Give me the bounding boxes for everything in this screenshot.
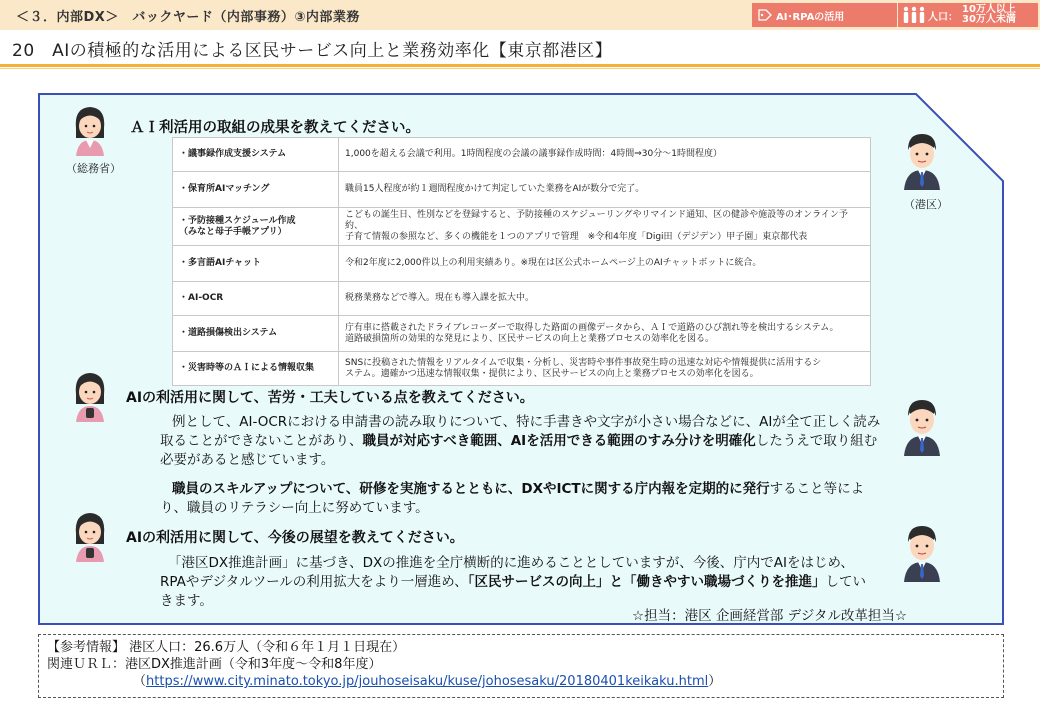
table-row — [173, 208, 871, 246]
result-name: ・議事録作成支援システム — [173, 138, 339, 172]
reference-url-link[interactable]: https://www.city.minato.tokyo.jp/jouhoseisaku/kuse/johosesaku/20180401keikaku.html — [146, 674, 709, 689]
answer-2-p2-emphasis: 職員のスキルアップについて、研修を実施するとともに、DXやICTに関する庁内報を定期的に発行 — [172, 481, 770, 497]
url-open-paren: （ — [133, 674, 147, 689]
title-underline-thin — [0, 68, 1040, 69]
header-bar — [0, 0, 1040, 30]
tag-pop-prefix: 人口： — [928, 11, 958, 23]
answer-2-paragraph-2 — [160, 480, 884, 518]
ward-staff-avatar-1 — [900, 130, 944, 190]
ai-rpa-tag — [752, 3, 897, 27]
section-label: ＜３．内部DX＞ バックヤード（内部事務）③内部業務 — [16, 10, 360, 25]
title-underline — [0, 64, 1040, 67]
tag-ai-label: AI･RPAの活用 — [776, 11, 845, 23]
result-desc: SNSに投稿された情報をリアルタイムで収集・分析し、災害時や事件事故発生時の迅速な対応や情報提供に活用するシ ステム。適確かつ迅速な情報収集・提供により、区民サービスの向上と業務プロセスの効率化を図る。 — [339, 352, 871, 386]
answer-2-p2-text: すること等により、職員のリテラシー向上に努めています。 — [160, 481, 865, 516]
reference-related-url-label: 関連ＵＲＬ：港区DX推進計画（令和3年度～令和8年度） — [47, 657, 382, 672]
result-name: ・災害時等のＡＩによる情報収集 — [173, 352, 339, 386]
answer-2-p1-emphasis: 職員が対応すべき範囲、AIを活用できる範囲のすみ分けを明確化 — [362, 433, 756, 449]
result-desc: こどもの誕生日、性別などを登録すると、予防接種のスケジューリングやリマインド通知、区の健診や施設等のオンライン予約、 子育て情報の参照など、多くの機能を１つのアプリで管理 ※令和4年度「Digi田（デジデン）甲子園」東京都代表 — [339, 208, 871, 246]
result-name: ・保育所AIマッチング — [173, 172, 339, 208]
question-2: AIの利活用に関して、苦労・工夫している点を教えてください。 — [126, 390, 534, 406]
result-name: ・道路損傷検出システム — [173, 316, 339, 352]
answer-2-paragraph-1 — [160, 413, 884, 470]
result-name: ・AI-OCR — [173, 282, 339, 316]
reference-info — [38, 634, 1004, 698]
ministry-staff-avatar-3 — [70, 510, 110, 562]
url-close-paren: ） — [708, 674, 722, 689]
result-desc: 税務業務などで導入。現在も導入課を拡大中。 — [339, 282, 871, 316]
page-title: 20 AIの積極的な活用による区民サービス向上と業務効率化【東京都港区】 — [12, 41, 613, 61]
ministry-label: （総務省） — [66, 162, 121, 175]
ward-staff-avatar-3 — [900, 522, 944, 582]
results-table — [172, 137, 871, 386]
answer-2-p1-text-end: したうえで取り組む必要があると感じています。 — [160, 433, 878, 468]
table-row — [173, 352, 871, 386]
result-desc: 職員15人程度が約１週間程度かけて判定していた業務をAIが数分で完了。 — [339, 172, 871, 208]
result-desc: 庁有車に搭載されたドライブレコーダーで取得した路面の画像データから、ＡＩで道路のひび割れ等を検出するシステム。 道路破損箇所の効果的な発見により、区民サービスの向上と業務プロセスの効率化を図る。 — [339, 316, 871, 352]
tag-icon — [758, 9, 772, 21]
ministry-staff-avatar-2 — [70, 370, 110, 422]
table-row — [173, 246, 871, 282]
tag-pop-line1: 10万人以上 — [962, 4, 1016, 15]
answer-3-emphasis: 「区民サービスの向上」と「働きやすい職場づくりを推進」 — [467, 574, 826, 590]
answer-3 — [160, 554, 872, 611]
answer-2-p1-text: 例として、AI-OCRにおける申請書の読み取りについて、特に手書きや文字が小さい場合などに、AIが全て正しく読み取ることができないことがあり、 — [160, 414, 881, 449]
reference-url-line — [47, 673, 995, 690]
table-row — [173, 316, 871, 352]
answer-3-text-end: していきます。 — [160, 574, 867, 609]
result-desc: 1,000を超える会議で利用。1時間程度の会議の議事録作成時間：4時間⇒30分～1時間程度） — [339, 138, 871, 172]
contact-credit: ☆担当：港区 企画経営部 デジタル改革担当☆ — [632, 608, 907, 624]
result-name: ・多言語AIチャット — [173, 246, 339, 282]
table-row — [173, 138, 871, 172]
question-3: AIの利活用に関して、今後の展望を教えてください。 — [126, 530, 464, 546]
ministry-staff-avatar-1 — [70, 104, 110, 156]
reference-population: 【参考情報】 港区人口：26.6万人（令和６年１月１日現在） — [47, 640, 406, 655]
result-desc: 令和2年度に2,000件以上の利用実績あり。※現在は区公式ホームページ上のAIチャットボットに統合。 — [339, 246, 871, 282]
people-icon — [902, 6, 926, 24]
ward-label: （港区） — [904, 198, 948, 211]
tag-pop-line2: 30万人未満 — [962, 14, 1016, 25]
population-tag — [898, 3, 1038, 27]
ward-staff-avatar-2 — [900, 396, 944, 456]
question-1: ＡＩ利活用の取組の成果を教えてください。 — [130, 120, 420, 136]
result-name: ・予防接種スケジュール作成 （みなと母子手帳アプリ） — [173, 208, 339, 246]
table-row — [173, 282, 871, 316]
table-row — [173, 172, 871, 208]
answer-3-text: 「港区DX推進計画」に基づき、DXの推進を全庁横断的に進めることとしていますが、今後、庁内でAIをはじめ、RPAやデジタルツールの利用拡大をより一層進め、 — [160, 555, 854, 590]
